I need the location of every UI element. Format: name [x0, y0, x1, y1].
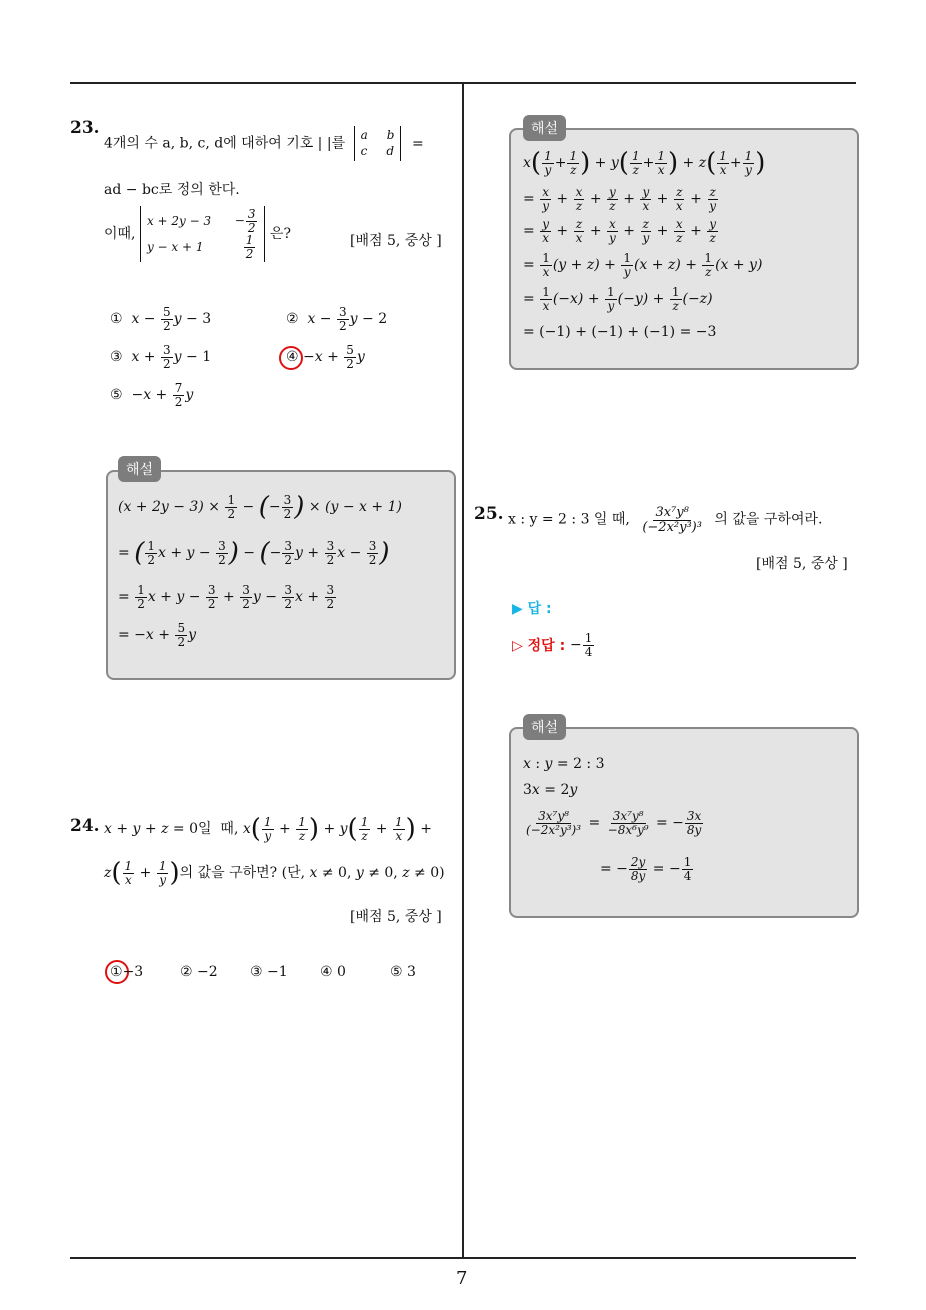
- q25-expression: $\frac{\text{3x⁷y⁸}}{\text{(−2x²y³)³}}$: [642, 505, 702, 535]
- q23-number: 23.: [70, 118, 100, 138]
- q24-choice-3[interactable]: ③ −1: [250, 964, 288, 980]
- q24-solution-line-5: = $\frac{1}{x}$ (−x) + $\frac{1}{y}$ (−y) + $\frac{1}{z}$ (−z): [523, 285, 713, 313]
- q25-line1-text: x : y = 2 : 3 일 때,: [508, 511, 630, 528]
- q23-choice-3[interactable]: ③ x + $\frac{3}{2}$ y − 1: [110, 343, 212, 371]
- q23-choice-1[interactable]: ① x − $\frac{5}{2}$ y − 3: [110, 305, 212, 333]
- q25-correct-answer: ▷ 정답 : − $\frac{1}{4}$: [512, 631, 593, 659]
- q25-solution-line-1: x : y = 2 : 3: [523, 756, 605, 772]
- q24-solution-line-6: = (−1) + (−1) + (−1) = −3: [523, 324, 717, 340]
- q24-choice-5[interactable]: ⑤ 3: [390, 964, 416, 980]
- bottom-rule: [70, 1257, 856, 1259]
- q23-line1-text: 4개의 수 a, b, c, d에 대하여 기호 | |를: [104, 135, 346, 152]
- q24-solution-line-3: = $\frac{y}{x}$ + $\frac{z}{x}$ + $\frac{x}{y}$ + $\frac{z}{y}$ + $\frac{x}{z}$ + $\frac{y}{z}$: [523, 217, 717, 245]
- page-number: 7: [456, 1268, 468, 1289]
- q24-solution-tag: 해설: [523, 115, 566, 141]
- q23-solution-line-1: (x + 2y − 3) × $\frac{1}{2}$ − (− $\frac{3}{2}$ ) × (y − x + 1): [118, 492, 402, 523]
- q25-line1: x : y = 2 : 3 일 때, $\frac{\text{3x⁷y⁸}}{\text{(−2x²y³)³}}$ 의 값을 구하여라.: [508, 505, 823, 535]
- q23-solution-tag: 해설: [118, 456, 161, 482]
- q25-score: [배점 5, 중상 ]: [756, 556, 848, 572]
- q25-solution-line-3: $\frac{\text{3x⁷y⁸}}{\text{(−2x²y³)³}}$ = $\frac{\text{3x⁷y⁸}}{\text{−8x⁶y⁹}}$ = − $\frac{3x}{8y}$: [526, 809, 702, 837]
- q23-solution-line-4: = −x + $\frac{5}{2}$ y: [118, 621, 196, 649]
- q24-score: [배점 5, 중상 ]: [350, 909, 442, 925]
- q23-line3: 이때, x + 2y − 3 − $\frac{3}{2}$ y − x + 1 $\frac{1}{2}$ 은?: [104, 207, 291, 261]
- q23-solution-line-3: = $\frac{1}{2}$ x + y − $\frac{3}{2}$ + $\frac{3}{2}$ y − $\frac{3}{2}$ x + $\frac{3}{2}$: [118, 583, 335, 611]
- q23-definition-determinant: a b c d: [354, 126, 402, 161]
- q25-solution-line-2: 3x = 2y: [523, 782, 578, 798]
- q24-solution-line-4: = $\frac{1}{x}$ (y + z) + $\frac{1}{y}$ (x + z) + $\frac{1}{z}$ (x + y): [523, 251, 763, 279]
- q23-choice-4[interactable]: ④ −x + $\frac{5}{2}$ y: [286, 343, 365, 371]
- q23-score: [배점 5, 중상 ]: [350, 233, 442, 249]
- q25-solution-tag: 해설: [523, 714, 566, 740]
- q25-solution-line-4: = − $\frac{2y}{8y}$ = − $\frac{1}{4}$: [600, 855, 692, 883]
- q25-answer-label: ▶ 답 :: [512, 601, 552, 617]
- q23-line2: ad − bc로 정의 한다.: [104, 182, 240, 198]
- q24-choice-4[interactable]: ④ 0: [320, 964, 346, 980]
- q24-line1: x + y + z = 0일 때, x( $\frac{1}{y}$ + $\frac{1}{z}$ ) + y( $\frac{1}{z}$ + $\frac{1}{x}$ ) +: [104, 814, 432, 845]
- q23-solution-line-2: = ( $\frac{1}{2}$ x + y − $\frac{3}{2}$ ) − (− $\frac{3}{2}$ y + $\frac{3}{2}$ x − $\frac{3}{2}$ ): [118, 538, 390, 569]
- q24-solution-line-1: x( $\frac{1}{y}$ + $\frac{1}{z}$ ) + y( $\frac{1}{z}$ + $\frac{1}{x}$ ) + z( $\frac{1}{x}$ + $\frac{1}{y}$ ): [523, 148, 766, 179]
- q24-line2: z( $\frac{1}{x}$ + $\frac{1}{y}$ )의 값을 구하면? (단, x ≠ 0, y ≠ 0, z ≠ 0): [104, 858, 445, 889]
- q24-solution-line-2: = $\frac{x}{y}$ + $\frac{x}{z}$ + $\frac{y}{z}$ + $\frac{y}{x}$ + $\frac{z}{x}$ + $\frac{z}{y}$: [523, 185, 717, 213]
- q23-question-determinant: x + 2y − 3 − $\frac{3}{2}$ y − x + 1 $\frac{1}{2}$: [140, 206, 266, 262]
- q25-number: 25.: [474, 504, 504, 524]
- q24-choice-1[interactable]: ①−3: [110, 964, 144, 980]
- q24-choice-2[interactable]: ② −2: [180, 964, 218, 980]
- q23-line1: 4개의 수 a, b, c, d에 대하여 기호 | |를 a b c d =: [104, 126, 424, 161]
- column-divider: [462, 84, 464, 1258]
- q23-choice-5[interactable]: ⑤ −x + $\frac{7}{2}$ y: [110, 381, 194, 409]
- q23-choice-2[interactable]: ② x − $\frac{3}{2}$ y − 2: [286, 305, 388, 333]
- q24-number: 24.: [70, 816, 100, 836]
